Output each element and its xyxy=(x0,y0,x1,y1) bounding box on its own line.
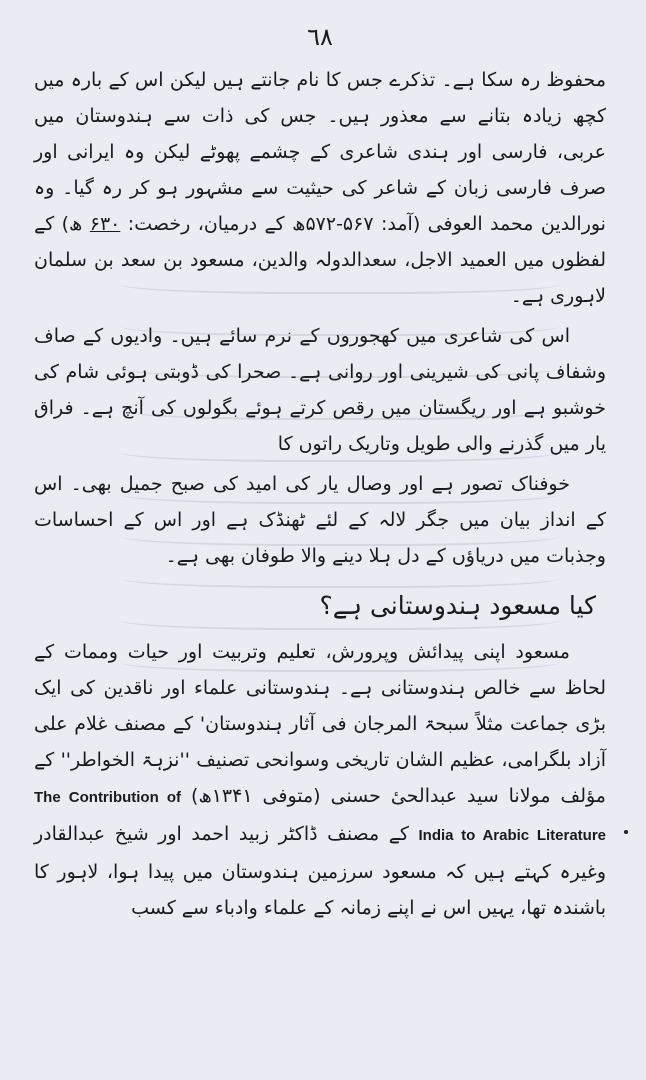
page-number: ٦٨ xyxy=(307,23,333,51)
paragraph-1-text: محفوظ رہ سکا ہے۔ تذکرے جس کا نام جانتے ہیں لیکن اس کے بارہ میں کچھ زیادہ بتانے سے معذور ہیں۔ جس کی ذات سے ہندوستان میں عربی، فارسی اور ہندی شاعری کے چشمے پھوٹے لیکن وہ ایرانی اور صرف فارسی زبان کے شاعر کی حیثیت سے مشہور ہو کر رہ گیا۔ وہ نورالدین محمد العوفی (آمد: ۵۶۷-۵۷۲ھ کے درمیان، رخصت: xyxy=(34,69,606,235)
margin-dot xyxy=(624,830,628,834)
paragraph-1-tail: ھ) کے لفظوں میں العمید الاجل، سعدالدولہ والدین، مسعود بن سعد بن سلمان لاہوری ہے۔ xyxy=(34,213,606,307)
body-text-2 xyxy=(34,634,606,926)
body-text xyxy=(34,62,606,574)
section-heading: کیا مسعود ہندوستانی ہے؟ xyxy=(319,591,596,620)
english-book-title: The Contribution of India to Arabic Literature xyxy=(34,789,607,844)
paragraph-2: اس کی شاعری میں کھجوروں کے نرم سائے ہیں۔ وادیوں کے صاف وشفاف پانی کی شیرینی اور روانی ہے۔ صحرا کی ڈوبتی ہوئی شام کی خوشبو ہے اور ریگستان میں رقص کرتے ہوئے بگولوں کی آنچ ہے۔ فراق یار میں گذرنے والی طویل وتاریک راتوں کا xyxy=(34,325,606,455)
paragraph-4-text: مسعود اپنی پیدائش وپرورش، تعلیم وتربیت اور حیات وممات کے لحاظ سے خالص ہندوستانی ہے۔ ہندوستانی علماء اور ناقدین کی ایک بڑی جماعت مثلاً سبحۃ المرجان فی آثار ہندوستان' کے مصنف غلام علی آزاد بلگرامی، عظیم الشان تاریخی وسوانحی تصنیف ''نزہۃ الخواطر'' کے مؤلف مولانا سید عبدالحیٔ حسنی (متوفی ۱۳۴۱ھ) xyxy=(34,641,606,807)
departure-year: ۶۳۰ xyxy=(89,213,121,235)
paragraph-4 xyxy=(34,634,606,926)
paragraph-4-tail: کے مصنف ڈاکٹر زبید احمد اور شیخ عبدالقادر وغیرہ کہتے ہیں کہ مسعود سرزمین ہندوستان میں پیدا ہوا، لاہور کا باشندہ تھا، یہیں اس نے اپنے زمانہ کے علماء وادباء سے کسب xyxy=(34,823,606,919)
paragraph-1 xyxy=(34,62,606,314)
paragraph-3: خوفناک تصور ہے اور وصال یار کی امید کی صبح جمیل بھی۔ اس کے انداز بیان میں جگر لالہ کے لئے ٹھنڈک ہے اور اس کے احساسات وجذبات میں دریاؤں کے دل ہلا دینے والا طوفان بھی ہے۔ xyxy=(34,473,606,567)
